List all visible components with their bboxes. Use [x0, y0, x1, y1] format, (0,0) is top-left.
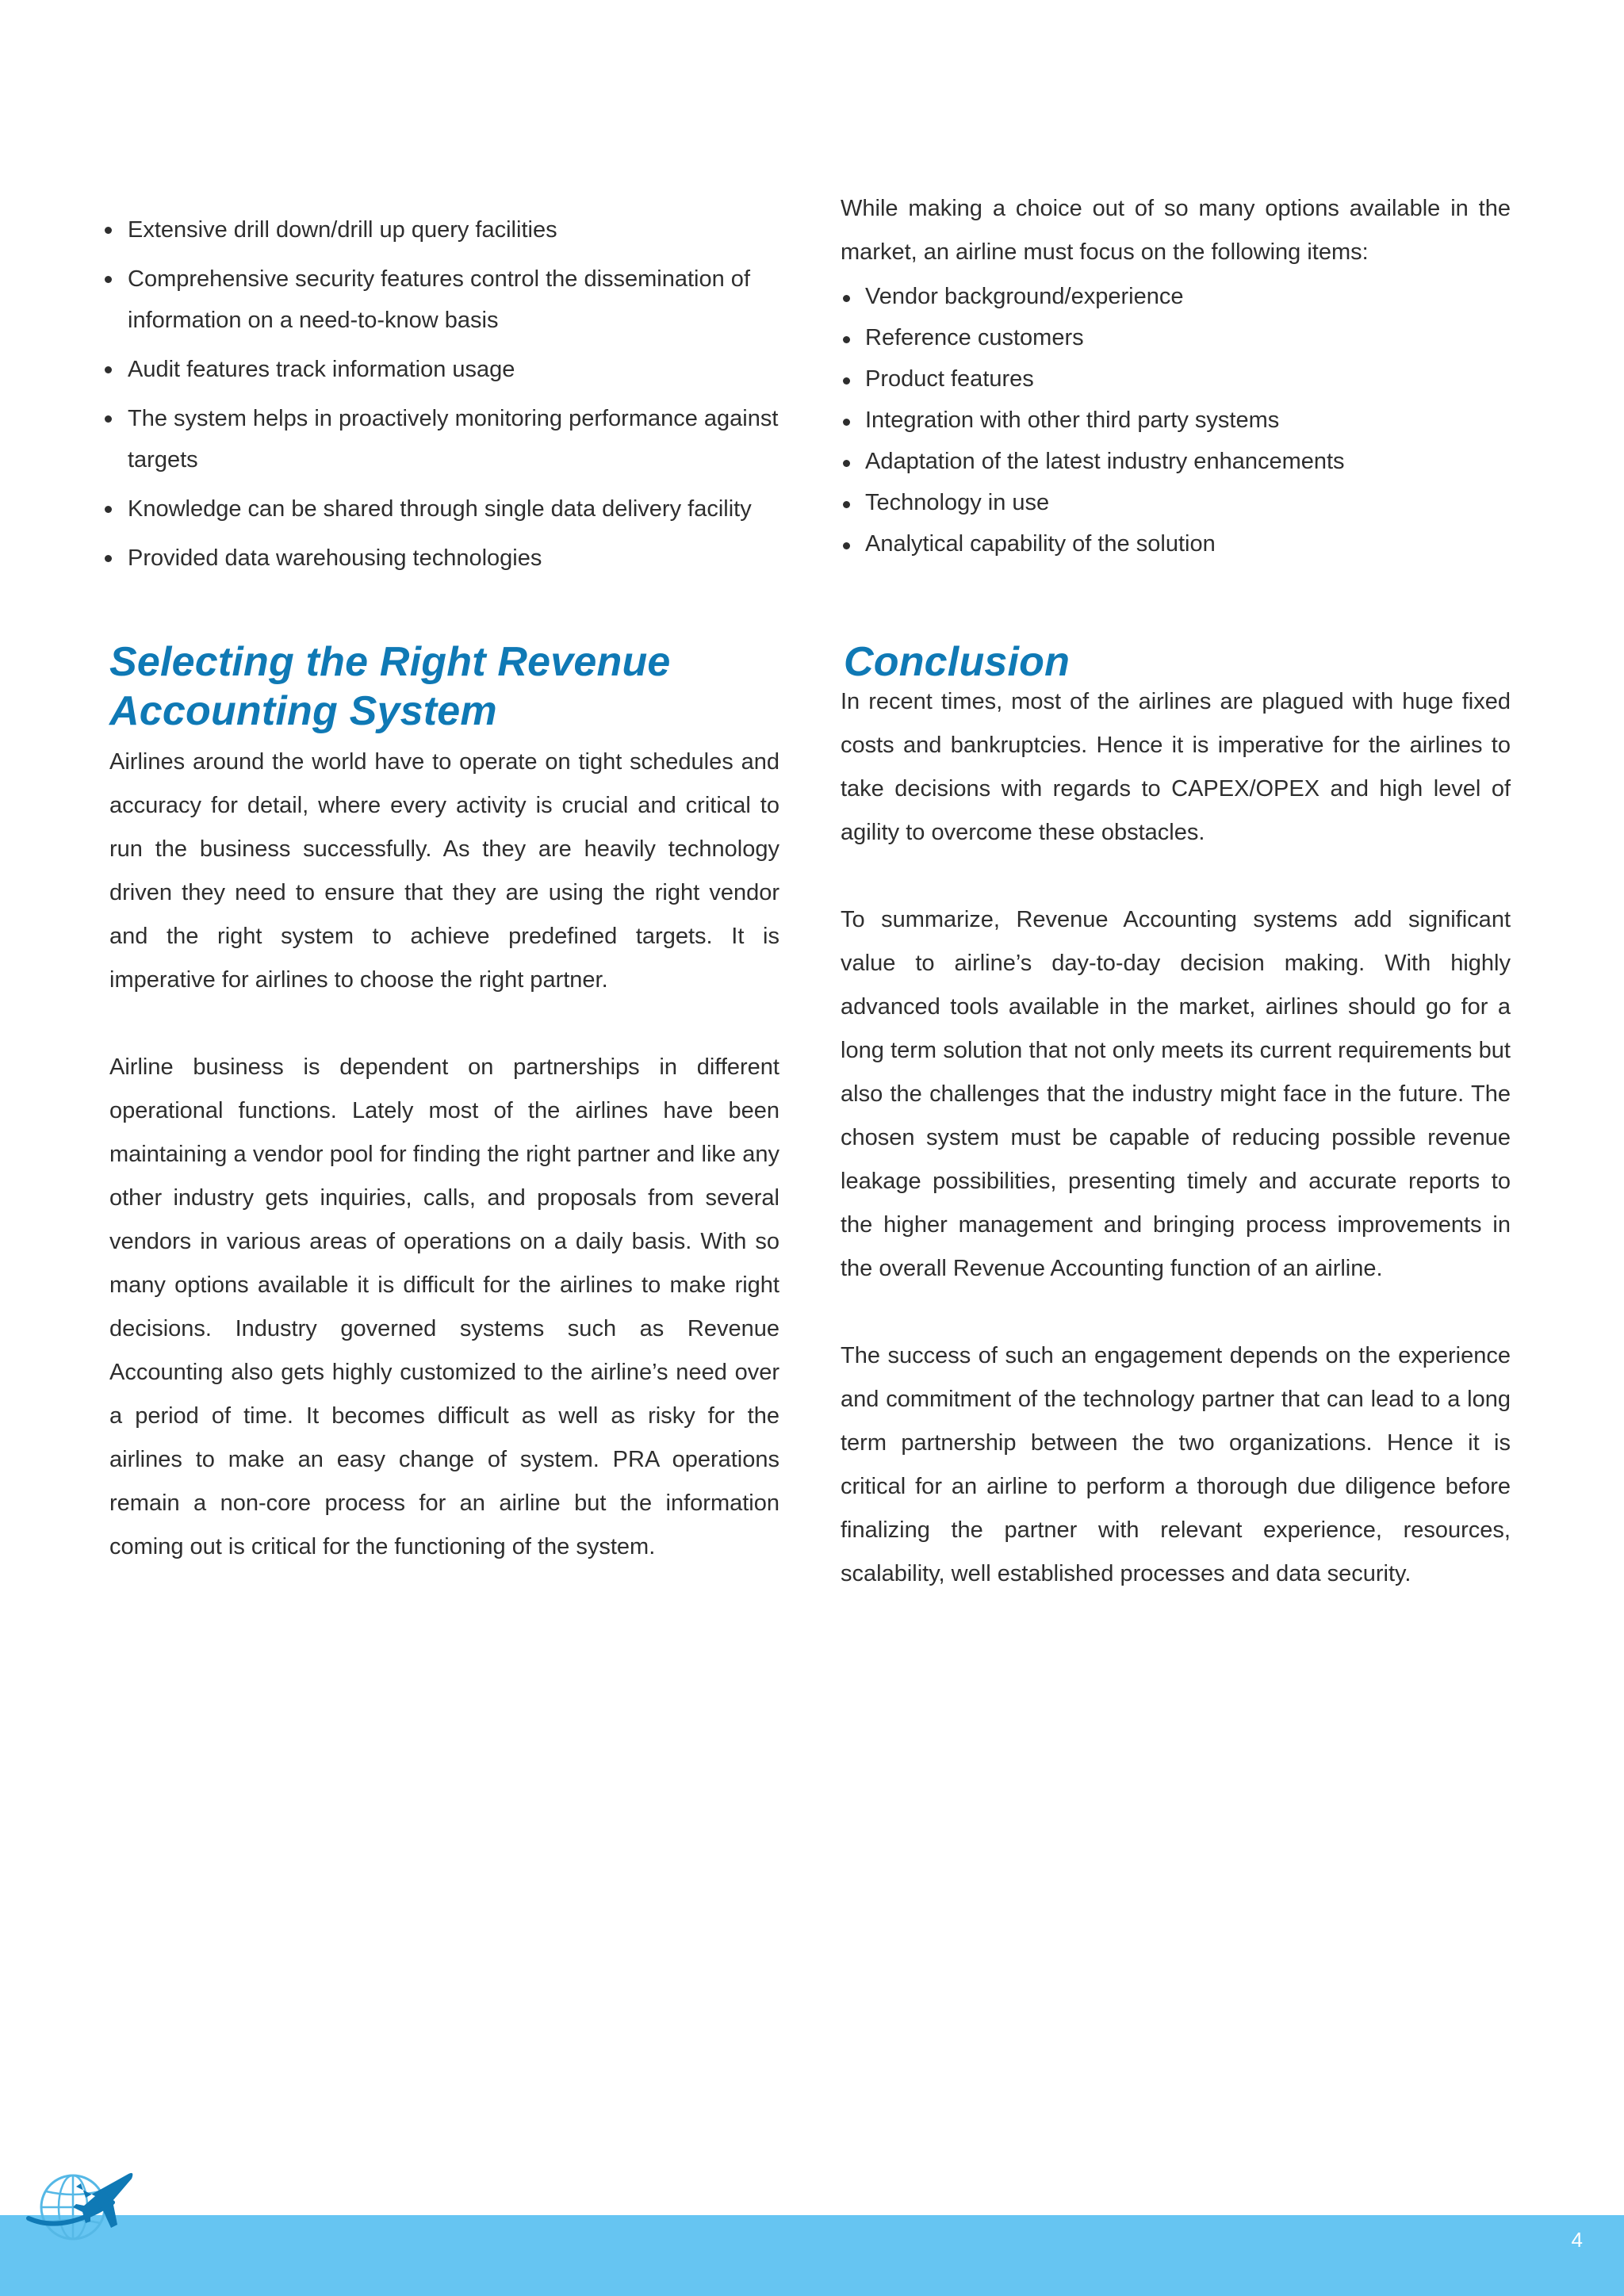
- paragraph: In recent times, most of the airlines are plagued with huge fixed costs and bankruptcies. Hence it is imperative for the airlines to take decisions with regards to CAPEX/OPEX and high level of agility to overcome these obstacles.: [841, 689, 1511, 845]
- feature-bullet-list: [109, 209, 779, 587]
- list-item: Audit features track information usage: [109, 349, 779, 390]
- criteria-bullet-list: [841, 276, 1511, 564]
- paragraph: To summarize, Revenue Accounting systems add significant value to airline’s day-to-day decision making. With highly advanced tools available in the market, airlines should go for a long term solution that not only meets its current requirements but also the challenges that the industry might face in the future. The chosen system must be capable of reducing possible revenue leakage possibilities, presenting timely and accurate reports to the higher management and bringing process improvements in the overall Revenue Accounting function of an airline.: [841, 907, 1511, 1281]
- page-number: 4: [1571, 2228, 1583, 2252]
- list-item: Technology in use: [841, 482, 1511, 523]
- list-item: Vendor background/experience: [841, 276, 1511, 317]
- list-item: Provided data warehousing technologies: [109, 538, 779, 579]
- list-item: Integration with other third party systems: [841, 400, 1511, 441]
- list-item: Comprehensive security features control the dissemination of information on a need-to-know basis: [109, 258, 779, 341]
- list-item: Analytical capability of the solution: [841, 523, 1511, 564]
- list-item: Extensive drill down/drill up query facilities: [109, 209, 779, 251]
- section-title-line: Accounting System: [109, 688, 497, 734]
- paragraph: Airline business is dependent on partnerships in different operational functions. Lately most of the airlines have been maintaining a vendor pool for finding the right partner and like any other industry gets inquiries, calls, and proposals from several vendors in various areas of operations on a daily basis. With so many options available it is difficult for the airlines to make right decisions. Industry governed systems such as Revenue Accounting also gets highly customized to the airline’s need over a period of time. It becomes difficult as well as risky for the airlines to make an easy change of system. PRA operations remain a non-core process for an airline but the information coming out is critical for the functioning of the system.: [109, 1054, 779, 1559]
- list-item: Product features: [841, 358, 1511, 400]
- paragraph: Airlines around the world have to operate on tight schedules and accuracy for detail, where every activity is crucial and critical to run the business successfully. As they are heavily technology driven they need to ensure that they are using the right vendor and the right system to achieve predefined targets. It is imperative for airlines to choose the right partner.: [109, 749, 779, 993]
- list-item: Reference customers: [841, 317, 1511, 358]
- selecting-section: [109, 637, 779, 1569]
- section-title-line: Selecting the Right Revenue: [109, 639, 671, 685]
- paragraph: The success of such an engagement depends on the experience and commitment of the technology partner that can lead to a long term partnership between the two organizations. Hence it is critical for an airline to perform a thorough due diligence before finalizing the partner with relevant experience, resources, scalability, well established processes and data security.: [841, 1343, 1511, 1586]
- list-item: The system helps in proactively monitoring performance against targets: [109, 398, 779, 480]
- conclusion-section: [841, 637, 1511, 1596]
- section-title-selecting: [109, 637, 779, 736]
- list-item: Knowledge can be shared through single data delivery facility: [109, 488, 779, 530]
- footer-band: [0, 2215, 1624, 2296]
- intro-paragraph: While making a choice out of so many options available in the market, an airline must focus on the following items:: [841, 196, 1511, 265]
- globe-airplane-icon: [24, 2163, 135, 2248]
- list-item: Adaptation of the latest industry enhancements: [841, 441, 1511, 482]
- section-title-conclusion: Conclusion: [844, 639, 1071, 685]
